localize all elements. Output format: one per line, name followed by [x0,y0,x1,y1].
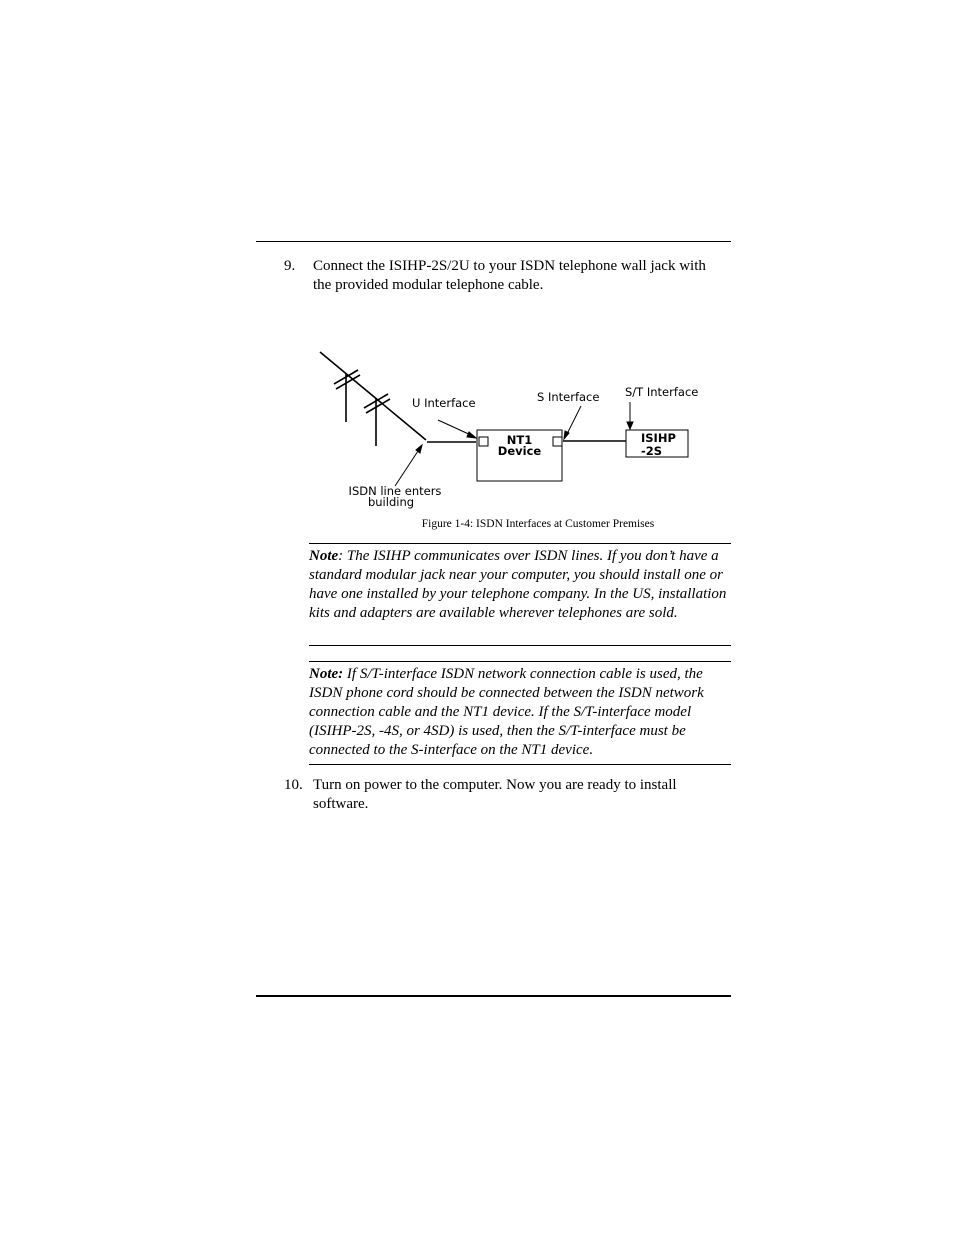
step-text-line: software. [313,796,369,812]
nt1-s-port [553,437,562,446]
note-label: Note: [309,666,344,682]
step-number: 9. [284,258,296,274]
nt1-u-port [479,437,488,446]
s-interface-label: S Interface [537,390,600,404]
step-text-line: Turn on power to the computer. Now you are ready to install [313,777,677,793]
nt1-label: Device [497,444,542,458]
note-box [309,543,731,646]
note-label: Note [309,548,339,564]
arrowhead-icon [564,431,569,439]
arrowhead-icon [627,422,633,429]
s-interface-arrow [566,406,581,436]
isihp-label: -2S [641,444,663,458]
isdn-line-arrow [395,448,420,486]
note-body: : The ISIHP communicates over ISDN lines. If you don’t have a standard modular jack near your computer, you should install one or have one installed by your telephone company. In the US, installation kits and adapters are available wherever telephones are sold. [309,548,727,621]
st-interface-label: S/T Interface [625,385,699,399]
note-body: If S/T-interface ISDN network connection cable is used, the ISDN phone cord should be connected between the ISDN network connection cable and the NT1 device. If the S/T-interface model (ISIHP-2S, -4S, or 4SD) is used, then the S/T-interface must be connected to the S-interface on the NT1 device. [309,666,704,758]
isihp-label: ISIHP [641,431,676,445]
arrowhead-icon [416,445,422,453]
note-box [309,661,731,765]
isdn-line-label: building [367,495,415,509]
nt1-label: NT1 [506,433,533,447]
isdn-line-label: ISDN line enters [348,484,442,498]
isdn-interfaces-diagram [310,340,730,520]
utility-pole-icon [320,352,426,446]
arrowhead-icon [467,432,476,438]
bottom-rule [256,995,731,997]
u-interface-label: U Interface [412,396,476,410]
u-interface-arrow [438,420,473,436]
top-rule [256,241,731,242]
step-text [313,776,733,814]
figure-caption: Figure 1-4: ISDN Interfaces at Customer Premises [421,518,655,530]
step-number: 10. [284,777,303,793]
step-text-line: Connect the ISIHP-2S/2U to your ISDN telephone wall jack with [313,258,706,274]
step-text [313,257,733,295]
step-text-line: the provided modular telephone cable. [313,277,544,293]
